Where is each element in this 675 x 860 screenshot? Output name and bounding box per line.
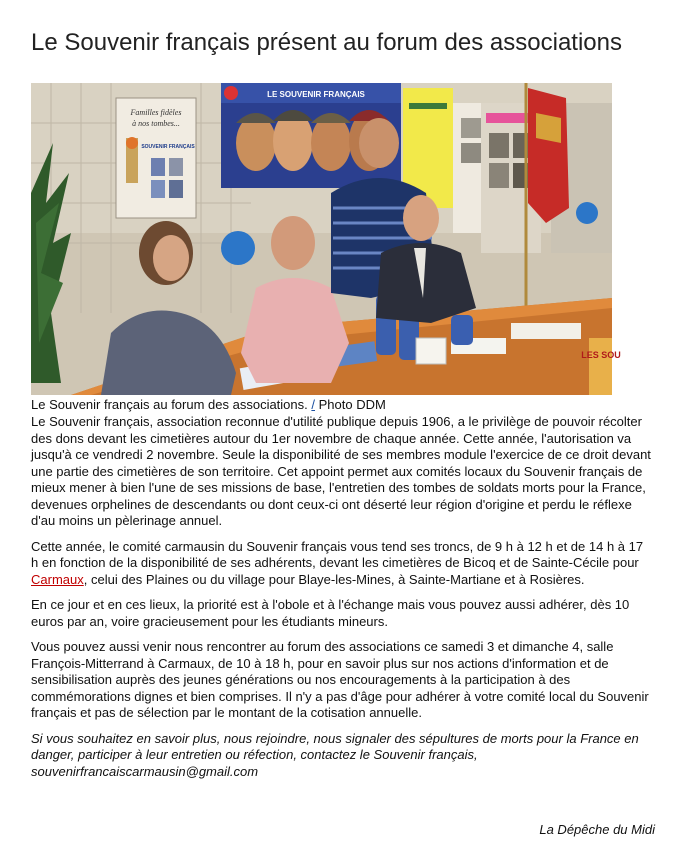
- paragraph-1: Le Souvenir français, association reconnue d'utilité publique depuis 1906, a le privilège de pouvoir récolter des dons devant les cimetières autour du 1er novembre de chaque année. Cette année, l'autorisation va jusqu'à ce vendredi 2 novembre. Seule la disponibilité de ses membres module l'exercice de ce droit devant une partie des cimetières de son territoire. Cet appoint permet aux comités locaux du Souvenir français de mieux mener à bien l'une de ses missions de base, l'entretien des tombes de soldats morts pour la France, devenues orphelines de descendants ou dont ceux-ci ont déserté leur région d'origine et perdu le réflexe d'au moins un pèlerinage annuel.: [31, 414, 651, 528]
- caption-separator[interactable]: /: [311, 397, 316, 412]
- carmaux-link[interactable]: Carmaux: [31, 571, 84, 587]
- side-sign-text: LES SOU: [581, 350, 621, 360]
- paragraph-5: Si vous souhaitez en savoir plus, nous rejoindre, nous signaler des sépultures de morts pour la France en danger, participer à leur entretien ou réfection, contactez le Souvenir français, souvenirfrancaiscarmausin@gmail.com: [31, 730, 639, 779]
- article-photo[interactable]: [31, 83, 621, 395]
- balloon: [221, 231, 255, 265]
- paragraph-2: [31, 539, 651, 589]
- article-title: Le Souvenir français présent au forum des associations: [31, 29, 622, 56]
- paragraph-4: Vous pouvez aussi venir nous rencontrer au forum des associations ce samedi 3 et dimanche 4, salle François-Mitterrand à Carmaux, de 10 à 18 h, pour en savoir plus sur nos actions d'information et de sensibilisation auprès des jeunes générations ou nos encouragements à la participation à des commémorations dignes et bien comprises. Il n'y a pas d'âge pour adhérer à votre comité local du Souvenir français et pas de sélection par le montant de la cotisation annuelle.: [31, 639, 649, 720]
- poster-line-3: SOUVENIR FRANÇAIS: [141, 144, 195, 150]
- poster: [116, 98, 196, 218]
- paragraph-3: En ce jour et en ces lieux, la priorité est à l'obole et à l'échange mais vous pouvez aussi adhérer, dès 10 euros par an, voire gracieusement pour les étudiants mineurs.: [31, 597, 630, 629]
- caption-text: Le Souvenir français au forum des associations.: [31, 397, 308, 412]
- paragraph-2-end: , celui des Plaines ou du village pour Blaye-les-Mines, à Sainte-Martiane et à Rosières.: [83, 571, 585, 587]
- poster-line-1: Familles fidèles: [130, 108, 182, 117]
- poster-line-2: à nos tombes...: [132, 119, 180, 128]
- banner-text: LE SOUVENIR FRANÇAIS: [267, 90, 365, 99]
- photo-credit: Photo DDM: [318, 397, 386, 412]
- balloon: [576, 202, 598, 224]
- paragraph-2-start: Cette année, le comité carmausin du Souvenir français vous tend ses troncs, de 9 h à 12 h et de 14 h à 17 h en fonction de la disponibilité de ses adhérents, devant les cimetières de Bicoq et de Sainte-Cécile pour: [31, 538, 644, 570]
- article-source: La Dépêche du Midi: [539, 822, 655, 837]
- article-body: [31, 414, 651, 789]
- photo-caption: [31, 397, 386, 412]
- photo-illustration: [31, 83, 621, 395]
